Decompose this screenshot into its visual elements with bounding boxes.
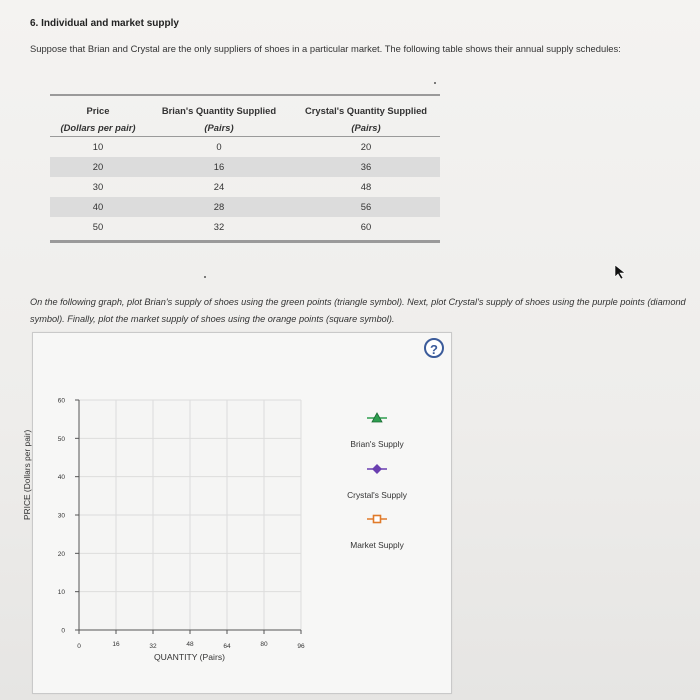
help-icon[interactable]: ?	[424, 338, 444, 358]
price-cell: 30	[92, 181, 104, 192]
header-brian-title: Brian's Quantity Supplied	[161, 105, 277, 116]
x-axis-label: QUANTITY (Pairs)	[154, 652, 225, 662]
y-tick-label: 30	[57, 512, 65, 520]
y-tick-label: 10	[57, 589, 65, 597]
header-brian-unit: (Pairs)	[204, 122, 234, 133]
x-tick-label: 64	[223, 643, 231, 650]
price-cell: 50	[92, 221, 104, 232]
x-tick-label: 0	[77, 643, 81, 650]
crystal-quantity-cell: 60	[360, 221, 372, 232]
question-intro: Suppose that Brian and Crystal are the only suppliers of shoes in a particular market. The following table shows their annual supply schedules:	[30, 43, 621, 54]
header-price-title: Price	[86, 105, 110, 116]
brian-quantity-cell: 24	[213, 181, 225, 192]
y-tick-label: 20	[57, 550, 65, 558]
graph-instructions: On the following graph, plot Brian's supply of shoes using the green points (triangle symbol). Next, plot Crystal's supply of shoes using the purple points (diamond symbol). Finally, plot the market supply of shoes using the orange points (square symbol).	[30, 297, 686, 324]
legend-label: Brian's Supply	[350, 439, 404, 449]
brian-quantity-cell: 16	[213, 161, 225, 172]
y-tick-label: 40	[57, 474, 65, 482]
legend-label: Market Supply	[350, 540, 404, 550]
price-cell: 40	[92, 201, 104, 212]
brian-quantity-cell: 28	[213, 201, 225, 212]
price-cell: 20	[92, 161, 104, 172]
y-axis-label: PRICE (Dollars per pair)	[22, 429, 32, 520]
x-tick-label: 96	[297, 643, 305, 650]
crystal-quantity-cell: 56	[360, 201, 372, 212]
x-tick-label: 80	[260, 641, 268, 648]
crystal-quantity-cell: 48	[360, 181, 372, 192]
x-tick-label: 48	[186, 641, 194, 648]
crystal-quantity-cell: 20	[360, 141, 372, 152]
price-cell: 10	[92, 141, 104, 152]
header-crystal-title: Crystal's Quantity Supplied	[304, 105, 428, 116]
question-heading: 6. Individual and market supply	[30, 18, 179, 29]
square-icon[interactable]	[374, 516, 381, 523]
header-price-unit: (Dollars per pair)	[60, 122, 136, 133]
y-tick-label: 50	[57, 435, 65, 443]
legend-label: Crystal's Supply	[347, 490, 407, 500]
x-tick-label: 32	[149, 643, 157, 650]
y-tick-label: 60	[57, 397, 65, 405]
header-crystal-unit: (Pairs)	[351, 122, 381, 133]
brian-quantity-cell: 32	[213, 221, 225, 232]
y-tick-label: 0	[61, 627, 65, 635]
x-tick-label: 16	[112, 641, 120, 648]
brian-quantity-cell: 0	[216, 141, 222, 152]
crystal-quantity-cell: 36	[360, 161, 372, 172]
diamond-icon[interactable]	[372, 464, 382, 474]
